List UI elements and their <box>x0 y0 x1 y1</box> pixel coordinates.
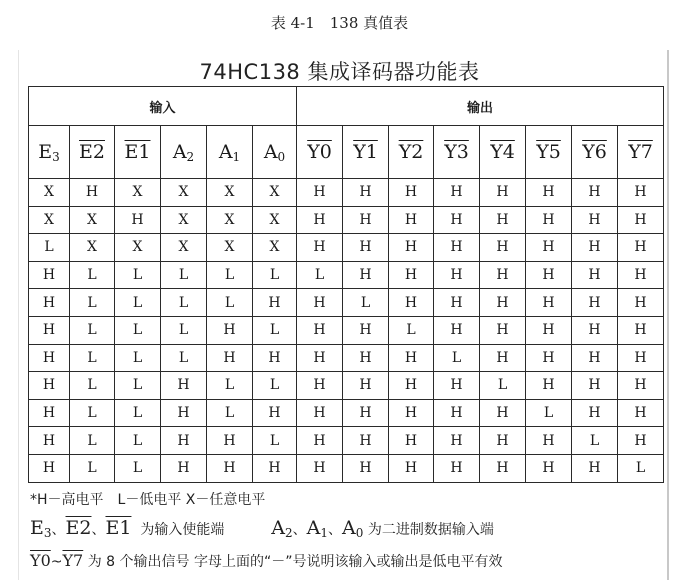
enable-text: 为输入使能端 <box>140 522 225 538</box>
separator: ~ <box>50 554 63 570</box>
table-cell: X <box>253 206 297 234</box>
table-cell: H <box>297 316 343 344</box>
table-cell: H <box>572 261 618 289</box>
table-cell: H <box>389 454 434 482</box>
table-cell: H <box>480 316 526 344</box>
table-cell: H <box>572 344 618 372</box>
table-row <box>29 179 664 207</box>
table-cell: L <box>161 261 207 289</box>
table-cell: H <box>572 234 618 262</box>
input-header-5: $A_0$ <box>253 126 297 179</box>
output-header-1: Y1 <box>343 126 389 179</box>
table-cell: L <box>115 261 161 289</box>
output-header-6: Y6 <box>572 126 618 179</box>
table-cell: L <box>434 344 480 372</box>
table-row <box>29 427 664 455</box>
table-cell: H <box>572 372 618 400</box>
table-cell: H <box>480 234 526 262</box>
table-cell: H <box>253 454 297 482</box>
table-cell: L <box>115 344 161 372</box>
output-header-5: Y5 <box>526 126 572 179</box>
table-cell: H <box>618 234 664 262</box>
table-cell: H <box>29 316 70 344</box>
table-cell: H <box>572 289 618 317</box>
table-cell: H <box>115 206 161 234</box>
output-text: 为 8 个输出信号 字母上面的“－”号说明该输入或输出是低电平有效 <box>87 554 503 570</box>
table-row <box>29 261 664 289</box>
table-cell: H <box>29 372 70 400</box>
e2-label: E2 <box>65 517 92 539</box>
table-cell: H <box>343 454 389 482</box>
table-cell: H <box>434 316 480 344</box>
table-cell: H <box>389 206 434 234</box>
input-header-4: $A_1$ <box>207 126 253 179</box>
table-cell: H <box>434 206 480 234</box>
table-cell: H <box>343 399 389 427</box>
table-cell: H <box>70 179 115 207</box>
table-cell: H <box>480 344 526 372</box>
output-note <box>30 547 502 576</box>
truth-table <box>28 86 664 483</box>
table-cell: H <box>297 289 343 317</box>
table-cell: L <box>207 261 253 289</box>
table-cell: H <box>618 289 664 317</box>
outputs-group-header: 输出 <box>297 87 664 126</box>
table-cell: H <box>434 454 480 482</box>
table-cell: L <box>115 372 161 400</box>
table-cell: X <box>207 179 253 207</box>
table-cell: H <box>29 289 70 317</box>
table-cell: H <box>389 234 434 262</box>
table-cell: H <box>29 427 70 455</box>
table-cell: H <box>618 206 664 234</box>
table-cell: L <box>572 427 618 455</box>
table-cell: H <box>207 344 253 372</box>
table-cell: L <box>115 316 161 344</box>
table-cell: H <box>480 289 526 317</box>
table-cell: H <box>618 344 664 372</box>
output-header-0: Y0 <box>297 126 343 179</box>
output-header-4: Y4 <box>480 126 526 179</box>
table-cell: H <box>434 234 480 262</box>
y0-label: Y0 <box>30 551 51 570</box>
separator: 、 <box>292 522 307 538</box>
table-cell: L <box>70 427 115 455</box>
table-cell: H <box>526 344 572 372</box>
table-cell: L <box>70 454 115 482</box>
table-cell: H <box>207 454 253 482</box>
notes <box>30 486 502 576</box>
table-cell: H <box>29 454 70 482</box>
a0-label: $A_0$ <box>342 517 364 540</box>
table-cell: L <box>343 289 389 317</box>
table-cell: L <box>253 372 297 400</box>
table-cell: L <box>161 289 207 317</box>
table-cell: L <box>297 261 343 289</box>
table-cell: H <box>526 427 572 455</box>
table-cell: H <box>389 289 434 317</box>
output-header-3: Y3 <box>434 126 480 179</box>
table-cell: H <box>343 234 389 262</box>
table-cell: H <box>618 399 664 427</box>
table-caption: 表 4-1 138 真值表 <box>270 14 409 32</box>
table-cell: H <box>572 399 618 427</box>
table-cell: X <box>70 206 115 234</box>
table-cell: X <box>29 179 70 207</box>
table-cell: H <box>434 372 480 400</box>
table-cell: L <box>480 372 526 400</box>
table-cell: X <box>161 206 207 234</box>
table-cell: H <box>297 234 343 262</box>
table-cell: H <box>389 372 434 400</box>
table-cell: X <box>161 179 207 207</box>
table-cell: X <box>70 234 115 262</box>
table-cell: H <box>29 399 70 427</box>
y7-label: Y7 <box>62 551 84 570</box>
table-cell: X <box>253 179 297 207</box>
table-cell: H <box>572 179 618 207</box>
table-cell: H <box>572 454 618 482</box>
input-header-3: $A_2$ <box>161 126 207 179</box>
table-cell: H <box>572 316 618 344</box>
table-cell: L <box>207 289 253 317</box>
a2-label: $A_2$ <box>271 517 293 540</box>
table-cell: L <box>115 289 161 317</box>
e1-label: E1 <box>105 517 132 539</box>
table-cell: H <box>161 399 207 427</box>
table-cell: H <box>618 372 664 400</box>
table-cell: H <box>253 399 297 427</box>
table-cell: X <box>29 206 70 234</box>
table-row <box>29 316 664 344</box>
table-cell: L <box>70 316 115 344</box>
table-cell: X <box>253 234 297 262</box>
input-header-2: E1 <box>115 126 161 179</box>
table-cell: L <box>253 427 297 455</box>
table-cell: L <box>253 261 297 289</box>
table-cell: X <box>207 234 253 262</box>
table-cell: H <box>389 399 434 427</box>
table-row <box>29 344 664 372</box>
table-cell: L <box>207 399 253 427</box>
table-cell: H <box>161 454 207 482</box>
table-cell: H <box>434 261 480 289</box>
table-cell: H <box>297 179 343 207</box>
table-cell: H <box>343 261 389 289</box>
table-cell: H <box>434 289 480 317</box>
table-cell: H <box>207 316 253 344</box>
table-cell: H <box>434 427 480 455</box>
table-cell: L <box>70 289 115 317</box>
inputs-group-header: 输入 <box>29 87 297 126</box>
table-cell: H <box>618 427 664 455</box>
table-cell: L <box>70 344 115 372</box>
table-cell: H <box>207 427 253 455</box>
table-row <box>29 399 664 427</box>
table-cell: H <box>389 179 434 207</box>
table-cell: H <box>297 372 343 400</box>
e3-label: $E_3$ <box>30 517 52 540</box>
separator: 、 <box>328 522 343 538</box>
addr-text: 为二进制数据输入端 <box>367 522 494 538</box>
table-cell: H <box>480 206 526 234</box>
table-cell: L <box>115 399 161 427</box>
table-cell: H <box>526 179 572 207</box>
a1-label: $A_1$ <box>306 517 329 540</box>
separator: 、 <box>91 522 106 538</box>
table-cell: L <box>70 399 115 427</box>
table-cell: H <box>526 316 572 344</box>
table-cell: H <box>161 372 207 400</box>
table-cell: H <box>343 344 389 372</box>
table-cell: H <box>297 454 343 482</box>
input-header-1: E2 <box>70 126 115 179</box>
table-cell: H <box>526 261 572 289</box>
table-cell: X <box>115 234 161 262</box>
table-cell: H <box>572 206 618 234</box>
table-cell: L <box>70 372 115 400</box>
table-cell: L <box>253 316 297 344</box>
table-cell: H <box>526 372 572 400</box>
table-cell: X <box>207 206 253 234</box>
table-cell: H <box>434 399 480 427</box>
table-cell: L <box>161 316 207 344</box>
table-cell: L <box>29 234 70 262</box>
table-cell: L <box>115 427 161 455</box>
table-cell: L <box>618 454 664 482</box>
table-cell: H <box>480 179 526 207</box>
table-cell: H <box>618 179 664 207</box>
table-cell: H <box>297 427 343 455</box>
table-cell: H <box>480 261 526 289</box>
separator: 、 <box>51 522 66 538</box>
table-cell: L <box>70 261 115 289</box>
table-row <box>29 234 664 262</box>
table-cell: L <box>207 372 253 400</box>
table-cell: H <box>161 427 207 455</box>
table-cell: X <box>115 179 161 207</box>
table-cell: H <box>526 234 572 262</box>
table-cell: H <box>480 399 526 427</box>
table-cell: H <box>480 427 526 455</box>
table-cell: L <box>115 454 161 482</box>
table-cell: H <box>343 427 389 455</box>
table-cell: H <box>297 399 343 427</box>
table-row <box>29 372 664 400</box>
table-cell: H <box>29 344 70 372</box>
table-cell: H <box>526 289 572 317</box>
table-cell: L <box>389 316 434 344</box>
table-cell: H <box>434 179 480 207</box>
table-cell: H <box>343 206 389 234</box>
enable-note <box>30 514 502 547</box>
table-cell: H <box>618 316 664 344</box>
table-row <box>29 289 664 317</box>
table-cell: H <box>297 344 343 372</box>
output-header-2: Y2 <box>389 126 434 179</box>
legend-note: *H－高电平 L－低电平 X－任意电平 <box>30 492 266 508</box>
table-cell: H <box>297 206 343 234</box>
table-cell: H <box>526 206 572 234</box>
table-cell: H <box>253 289 297 317</box>
table-cell: H <box>343 372 389 400</box>
table-cell: H <box>343 316 389 344</box>
table-cell: H <box>389 261 434 289</box>
table-cell: X <box>161 234 207 262</box>
table-cell: H <box>389 427 434 455</box>
table-cell: H <box>526 454 572 482</box>
table-title: 74HC138 集成译码器功能表 <box>199 60 480 84</box>
output-header-7: Y7 <box>618 126 664 179</box>
table-cell: H <box>343 179 389 207</box>
table-cell: L <box>526 399 572 427</box>
table-row <box>29 206 664 234</box>
input-header-0: $E_3$ <box>29 126 70 179</box>
table-cell: H <box>389 344 434 372</box>
table-cell: H <box>253 344 297 372</box>
table-cell: H <box>618 261 664 289</box>
table-row <box>29 454 664 482</box>
table-cell: H <box>480 454 526 482</box>
table-cell: H <box>29 261 70 289</box>
table-cell: L <box>161 344 207 372</box>
